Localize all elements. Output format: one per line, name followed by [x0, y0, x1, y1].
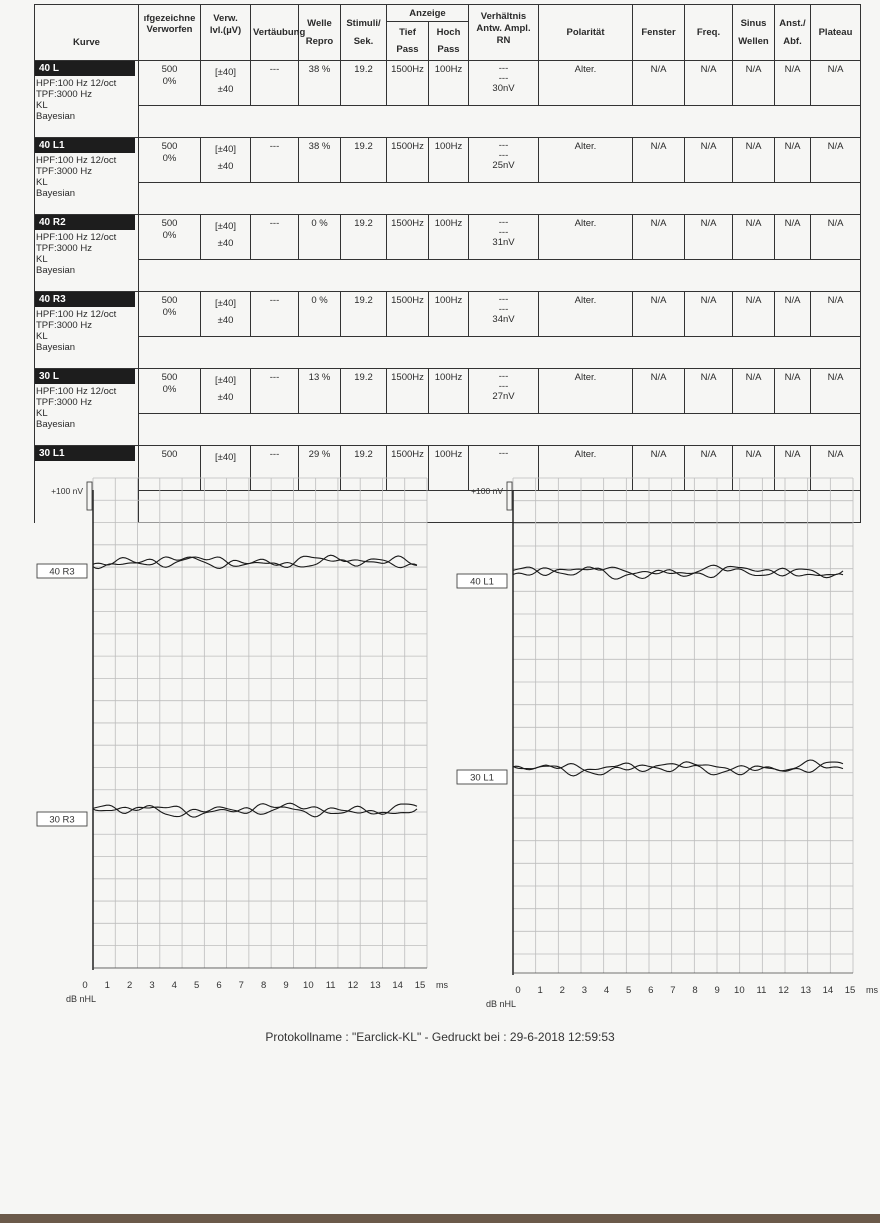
cell-hoch: 100Hz [429, 138, 469, 183]
cell-verw: [±40] ±40 [201, 292, 251, 337]
cell-stim: 19.2 [341, 138, 387, 183]
cell-verw: [±40] ±40 [201, 138, 251, 183]
y-unit-label: dB nHL [65, 994, 97, 1004]
cell-sinus: N/A [733, 446, 775, 491]
cell-anst: N/A [775, 61, 811, 106]
x-tick-label: 15 [414, 980, 426, 991]
curve-name: 40 L1 [35, 138, 135, 153]
cell-vert: --- [251, 61, 299, 106]
x-tick-label: 2 [559, 985, 565, 996]
cell-repro: 0 % [299, 292, 341, 337]
x-tick-label: 2 [127, 980, 133, 991]
x-unit-label: ms [866, 985, 878, 995]
trace-label: 30 R3 [49, 814, 75, 826]
cell-aufg: 500 [139, 446, 201, 491]
cell-plateau: N/A [811, 215, 861, 260]
cell-aufg: 500 0% [139, 61, 201, 106]
x-tick-label: 5 [626, 985, 632, 996]
x-tick-label: 6 [648, 985, 654, 996]
cell-aufg: 500 0% [139, 369, 201, 414]
cell-hoch: 100Hz [429, 292, 469, 337]
cell-stim: 19.2 [341, 215, 387, 260]
cell-fenster: N/A [633, 61, 685, 106]
cell-stim: 19.2 [341, 369, 387, 414]
x-tick-label: 8 [692, 985, 698, 996]
x-tick-label: 14 [392, 980, 403, 991]
header-sinus: Sinus Wellen [733, 5, 775, 61]
cell-anst: N/A [775, 138, 811, 183]
x-tick-label: 3 [581, 985, 588, 996]
cell-repro: 0 % [299, 215, 341, 260]
header-fenster: Fenster [633, 5, 685, 61]
x-tick-label: 10 [303, 980, 314, 991]
x-tick-label: 4 [603, 985, 610, 996]
cell-sinus: N/A [733, 138, 775, 183]
cell-ratio: --- --- 25nV [469, 138, 539, 183]
footer-protocol: Protokollname : "Earclick-KL" - Gedruckt bei : 29-6-2018 12:59:53 [265, 1030, 615, 1044]
header-aufgezeichnet: ıfgezeichne Verworfen [139, 5, 201, 61]
cell-sinus: N/A [733, 215, 775, 260]
x-tick-label: 8 [261, 980, 267, 991]
header-stimuli: Stimuli/ Sek. [341, 5, 387, 61]
cell-pol: Alter. [539, 446, 633, 491]
header-vertaubung: Vertäubung [251, 5, 299, 61]
header-verw: Verw. lvl.(µV) [201, 5, 251, 61]
waveform-trace [93, 555, 417, 568]
curve-filters: HPF:100 Hz 12/oct TPF:3000 Hz KL Bayesian [36, 232, 117, 276]
cell-sinus: N/A [733, 369, 775, 414]
cell-ratio: --- --- 34nV [469, 292, 539, 337]
cell-fenster: N/A [633, 215, 685, 260]
header-tief: Tief Pass [387, 22, 429, 61]
cell-pol: Alter. [539, 138, 633, 183]
cell-pol: Alter. [539, 61, 633, 106]
cell-fenster: N/A [633, 369, 685, 414]
x-tick-label: 3 [149, 980, 155, 991]
cell-ratio: --- --- 31nV [469, 215, 539, 260]
x-tick-label: 7 [238, 980, 244, 991]
header-verhaeltnis: Verhältnis Antw. Ampl. RN [469, 5, 539, 61]
cell-hoch: 100Hz [429, 61, 469, 106]
cell-plateau: N/A [811, 138, 861, 183]
cell-plateau: N/A [811, 369, 861, 414]
cell-repro: 38 % [299, 138, 341, 183]
cell-vert: --- [251, 446, 299, 491]
x-tick-label: 14 [822, 985, 834, 996]
header-welle: Welle Repro [299, 5, 341, 61]
cell-verw: [±40] ±40 [201, 369, 251, 414]
x-tick-label: 9 [714, 985, 720, 996]
curve-name: 30 L1 [35, 446, 135, 461]
cell-fenster: N/A [633, 446, 685, 491]
cell-stim: 19.2 [341, 292, 387, 337]
header-kurve: Kurve [35, 5, 139, 61]
waveform-trace [513, 760, 843, 776]
cell-stim: 19.2 [341, 446, 387, 491]
curve-filters: HPF:100 Hz 12/oct TPF:3000 Hz KL Bayesian [36, 155, 117, 199]
cell-aufg: 500 0% [139, 292, 201, 337]
header-polaritaet: Polarität [539, 5, 633, 61]
waveform-trace [93, 804, 417, 817]
curve-name: 40 L [35, 61, 135, 76]
cell-hoch: 100Hz [429, 369, 469, 414]
cell-pol: Alter. [539, 369, 633, 414]
x-tick-label: 4 [171, 980, 177, 991]
x-tick-label: 9 [283, 980, 289, 991]
cell-freq: N/A [685, 292, 733, 337]
cell-fenster: N/A [633, 138, 685, 183]
cell-anst: N/A [775, 215, 811, 260]
cell-tief: 1500Hz [387, 61, 429, 106]
cell-hoch: 100Hz [429, 215, 469, 260]
cell-stim: 19.2 [341, 61, 387, 106]
cell-pol: Alter. [539, 215, 633, 260]
trace-label: 40 R3 [49, 566, 75, 578]
x-tick-label: 6 [216, 980, 222, 991]
cell-freq: N/A [685, 369, 733, 414]
x-tick-label: 7 [670, 985, 676, 996]
x-tick-label: 1 [537, 985, 543, 996]
x-tick-label: 15 [844, 985, 856, 996]
cell-plateau: N/A [811, 61, 861, 106]
cell-vert: --- [251, 215, 299, 260]
cell-tief: 1500Hz [387, 215, 429, 260]
cell-sinus: N/A [733, 292, 775, 337]
cell-tief: 1500Hz [387, 446, 429, 491]
x-tick-label: 5 [194, 980, 200, 991]
scale-label: +100 nV [51, 486, 83, 496]
cell-vert: --- [251, 369, 299, 414]
cell-fenster: N/A [633, 292, 685, 337]
cell-ratio: --- [469, 446, 539, 491]
header-plateau: Plateau [811, 5, 861, 61]
cell-anst: N/A [775, 446, 811, 491]
curve-name: 30 L [35, 369, 135, 384]
cell-repro: 29 % [299, 446, 341, 491]
header-hoch: Hoch Pass [429, 22, 469, 61]
cell-anst: N/A [775, 369, 811, 414]
x-tick-label: 0 [515, 985, 521, 996]
cell-tief: 1500Hz [387, 292, 429, 337]
cell-vert: --- [251, 292, 299, 337]
scale-label: +100 nV [471, 486, 503, 496]
x-unit-label: ms [436, 980, 448, 990]
waveform-trace [513, 566, 843, 578]
cell-aufg: 500 0% [139, 215, 201, 260]
cell-plateau: N/A [811, 446, 861, 491]
cell-freq: N/A [685, 446, 733, 491]
x-tick-label: 12 [347, 980, 359, 991]
cell-freq: N/A [685, 138, 733, 183]
cell-pol: Alter. [539, 292, 633, 337]
cell-plateau: N/A [811, 292, 861, 337]
cell-verw: [±40] [201, 446, 251, 491]
cell-freq: N/A [685, 215, 733, 260]
cell-freq: N/A [685, 61, 733, 106]
x-tick-label: 13 [370, 980, 381, 991]
curve-filters: HPF:100 Hz 12/oct TPF:3000 Hz KL Bayesian [36, 78, 117, 122]
cell-ratio: --- --- 27nV [469, 369, 539, 414]
trace-label: 40 L1 [470, 576, 494, 588]
x-tick-label: 12 [778, 985, 789, 996]
x-tick-label: 13 [800, 985, 812, 996]
cell-aufg: 500 0% [139, 138, 201, 183]
cell-repro: 13 % [299, 369, 341, 414]
x-tick-label: 11 [325, 980, 336, 991]
cell-verw: [±40] ±40 [201, 61, 251, 106]
cell-verw: [±40] ±40 [201, 215, 251, 260]
cell-vert: --- [251, 138, 299, 183]
y-unit-label: dB nHL [485, 999, 517, 1009]
cell-anst: N/A [775, 292, 811, 337]
cell-tief: 1500Hz [387, 138, 429, 183]
cell-repro: 38 % [299, 61, 341, 106]
curve-name: 40 R3 [35, 292, 135, 307]
curve-filters: HPF:100 Hz 12/oct TPF:3000 Hz KL Bayesian [36, 386, 117, 430]
cell-tief: 1500Hz [387, 369, 429, 414]
trace-label: 30 L1 [470, 772, 494, 784]
cell-sinus: N/A [733, 61, 775, 106]
header-anzeige: Anzeige [387, 5, 469, 22]
header-anst: Anst./ Abf. [775, 5, 811, 61]
curve-filters: HPF:100 Hz 12/oct TPF:3000 Hz KL Bayesian [36, 309, 117, 353]
scale-bar [507, 482, 512, 510]
scale-bar [87, 482, 92, 510]
curve-name: 40 R2 [35, 215, 135, 230]
x-tick-label: 11 [756, 985, 767, 996]
x-tick-label: 10 [734, 985, 745, 996]
header-freq: Freq. [685, 5, 733, 61]
cell-ratio: --- --- 30nV [469, 61, 539, 106]
table-edge [0, 1214, 880, 1223]
cell-hoch: 100Hz [429, 446, 469, 491]
x-tick-label: 0 [82, 980, 88, 991]
x-tick-label: 1 [104, 980, 110, 991]
